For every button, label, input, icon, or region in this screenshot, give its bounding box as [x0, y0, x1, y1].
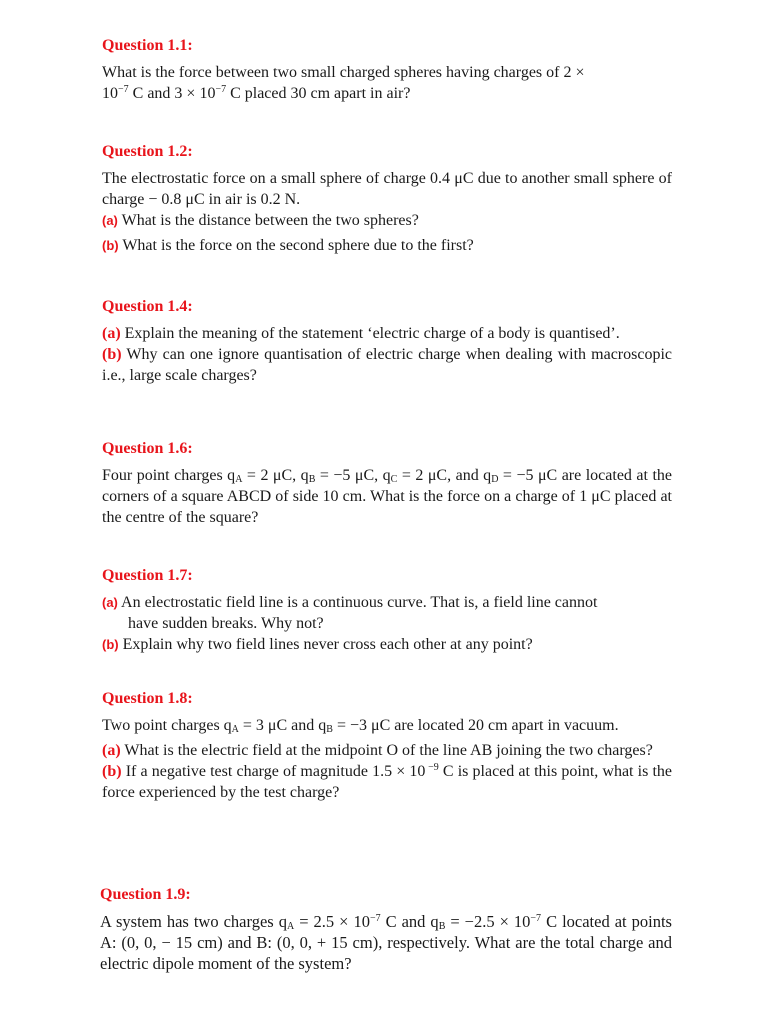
question-title: Question 1.1: — [102, 37, 193, 54]
question-text: Four point charges $q_A = 2$ μC, $q_B = -5$ μC, $q_C = 2$ μC, and $q_D = -5$ μC are located at the corners of a square ABCD of side 10 cm. What is the force on a charge of 1 μC placed at the centre of the square? — [102, 467, 673, 526]
part-label: (a) — [102, 325, 121, 342]
question-title: Question 1.8: — [102, 690, 193, 707]
part-label: (b) — [102, 637, 119, 652]
question-title: Question 1.2: — [102, 143, 193, 160]
part-label: (b) — [102, 763, 122, 780]
question-1-8 — [102, 689, 672, 803]
question-1-1 — [102, 36, 672, 104]
question-title: Question 1.6: — [102, 440, 193, 457]
question-1-2 — [102, 142, 672, 256]
question-text: A system has two charges $q_A = 2.5 \times 10^{-7}$ C and $q_B = -2.5 \times 10^{-7}$ C located at points A: (0, 0, − 15 cm) and B: (0, 0, + 15 cm), respectively. What are the total charge and electric dipole moment of the system? — [100, 912, 672, 973]
question-1-7 — [102, 566, 672, 655]
part-label: (a) — [102, 595, 118, 610]
question-title: Question 1.9: — [100, 886, 191, 903]
question-1-6 — [102, 439, 672, 528]
question-text: (a) Explain the meaning of the statement ‘electric charge of a body is quantised’. (b) Why can one ignore quantisation of electric charge when dealing with macroscopic i.e., large scale charges? — [102, 325, 672, 384]
part-label: (b) — [102, 238, 119, 253]
question-title: Question 1.4: — [102, 298, 193, 315]
question-title: Question 1.7: — [102, 567, 193, 584]
question-text: The electrostatic force on a small sphere of charge 0.4 μC due to another small sphere of charge − 0.8 μC in air is 0.2 N. (a) What is the distance between the two spheres? (b) What is the force on the second sphere due to the first? — [102, 170, 672, 254]
question-text: What is the force between two small charged spheres having charges of 2 × $10^{-7}$ C and $3 \times 10^{-7}$ C placed 30 cm apart in air? — [102, 64, 585, 102]
part-label: (a) — [102, 742, 121, 759]
question-text: (a) An electrostatic field line is a continuous curve. That is, a field line cannot have sudden breaks. Why not? (b) Explain why two field lines never cross each other at any point? — [102, 594, 598, 653]
question-1-4 — [102, 297, 672, 386]
part-label: (b) — [102, 346, 122, 363]
part-label: (a) — [102, 213, 118, 228]
question-1-9 — [100, 885, 672, 974]
question-text: Two point charges $q_A = 3$ μC and $q_B = -3$ μC are located 20 cm apart in vacuum. (a) What is the electric field at the midpoint O of the line AB joining the two charges? (b) If a negative test charge of magnitude 1.5 × 10 $^{-9}$ C is placed at this point, what is the force experienced by the test charge? — [102, 717, 673, 801]
